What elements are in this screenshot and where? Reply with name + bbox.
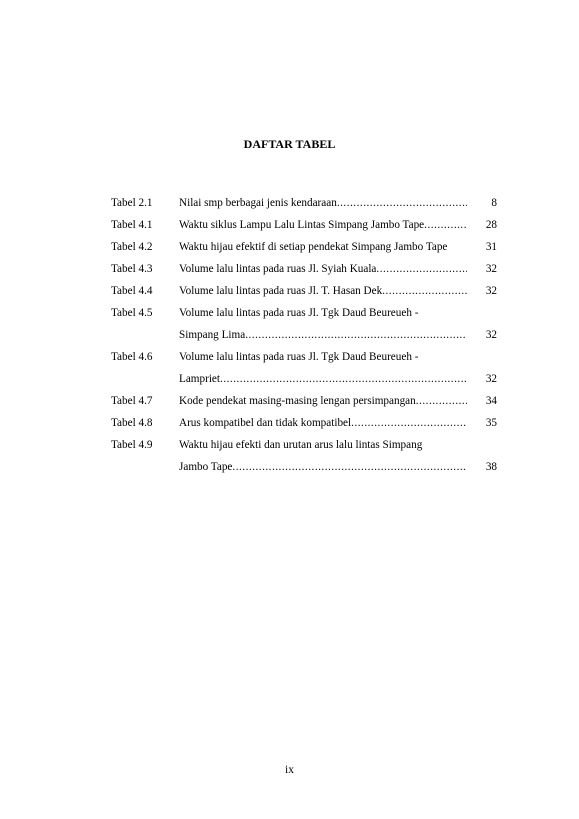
table-caption: Nilai smp berbagai jenis kendaraan (179, 197, 337, 209)
toc-entry[interactable] (111, 218, 497, 232)
table-caption-continued: Jambo Tape (179, 461, 233, 473)
dot-leader (232, 460, 467, 474)
dot-leader (424, 218, 467, 232)
page-ref: 28 (485, 219, 497, 231)
page-title: DAFTAR TABEL (243, 137, 336, 151)
page-ref: 31 (485, 241, 497, 253)
table-caption: Volume lalu lintas pada ruas Jl. Tgk Daud Beureueh - (179, 351, 419, 363)
table-label: Tabel 4.7 (111, 395, 153, 407)
page-ref: 8 (491, 197, 497, 209)
toc-entry[interactable] (111, 350, 497, 386)
dot-leader (416, 394, 467, 408)
table-label: Tabel 4.4 (111, 285, 153, 297)
toc-entry[interactable] (111, 262, 497, 276)
page-number: ix (285, 764, 294, 776)
dot-leader (376, 262, 467, 276)
table-caption: Volume lalu lintas pada ruas Jl. T. Hasan Dek (179, 285, 383, 297)
dot-leader (220, 372, 467, 386)
page-ref: 38 (485, 461, 497, 473)
table-caption: Volume lalu lintas pada ruas Jl. Tgk Daud Beureueh - (179, 307, 419, 319)
toc-entry[interactable] (111, 284, 497, 298)
page-ref: 32 (485, 329, 497, 341)
page-ref: 32 (485, 285, 497, 297)
table-caption: Waktu hijau efekti dan urutan arus lalu lintas Simpang (179, 439, 423, 451)
table-caption: Kode pendekat masing-masing lengan persimpangan (179, 395, 416, 407)
table-label: Tabel 4.8 (111, 417, 153, 429)
table-caption: Waktu siklus Lampu Lalu Lintas Simpang Jambo Tape (179, 219, 425, 231)
table-label: Tabel 4.1 (111, 219, 153, 231)
page-ref: 32 (485, 373, 497, 385)
toc-entry[interactable] (111, 416, 497, 430)
toc-entry[interactable] (111, 240, 497, 254)
table-label: Tabel 4.6 (111, 351, 153, 363)
page-ref: 32 (485, 263, 497, 275)
table-caption-continued: Simpang Lima (179, 329, 246, 341)
table-label: Tabel 2.1 (111, 197, 153, 209)
page-ref: 34 (485, 395, 497, 407)
dot-leader (447, 240, 467, 254)
table-label: Tabel 4.2 (111, 241, 153, 253)
toc-entry[interactable] (111, 306, 497, 342)
table-list (111, 196, 497, 482)
table-caption: Waktu hijau efektif di setiap pendekat Simpang Jambo Tape (179, 241, 448, 253)
dot-leader (245, 328, 467, 342)
toc-entry[interactable] (111, 438, 497, 474)
toc-entry[interactable] (111, 196, 497, 210)
dot-leader (337, 196, 467, 210)
table-label: Tabel 4.9 (111, 439, 153, 451)
dot-leader (351, 416, 467, 430)
table-caption-continued: Lampriet (179, 373, 221, 385)
dot-leader (382, 284, 467, 298)
table-caption: Arus kompatibel dan tidak kompatibel (179, 417, 352, 429)
toc-entry[interactable] (111, 394, 497, 408)
table-label: Tabel 4.5 (111, 307, 153, 319)
table-caption: Volume lalu lintas pada ruas Jl. Syiah Kuala (179, 263, 377, 275)
table-label: Tabel 4.3 (111, 263, 153, 275)
page-ref: 35 (485, 417, 497, 429)
